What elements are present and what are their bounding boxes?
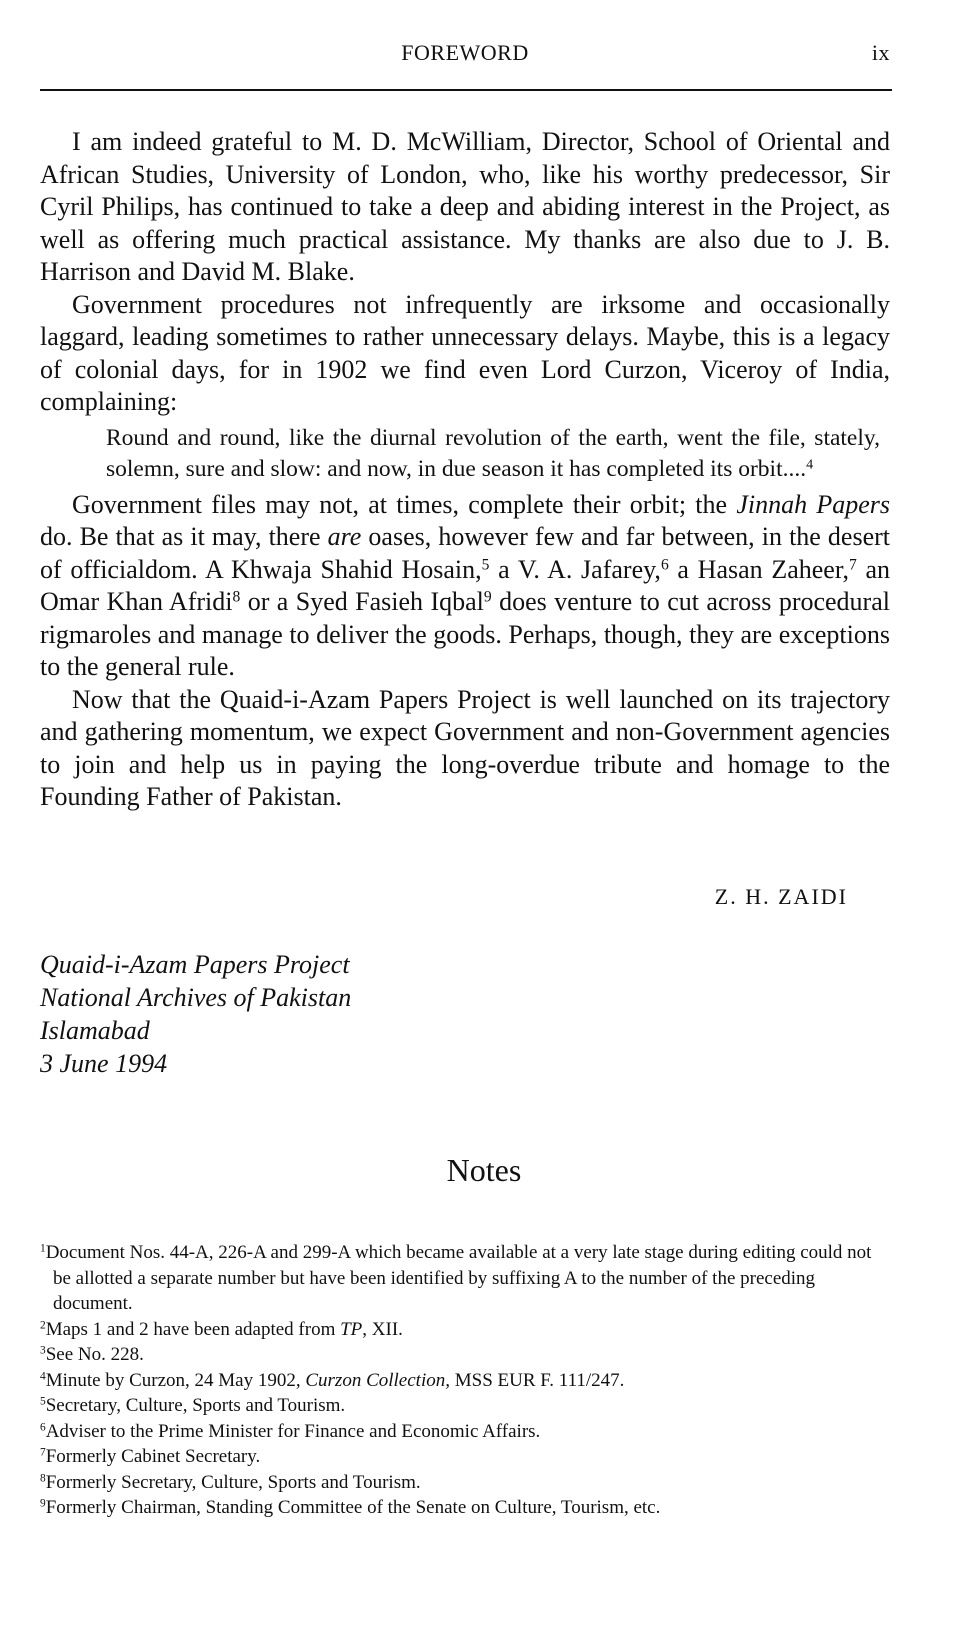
note-italic: Curzon Collection,	[305, 1369, 450, 1391]
note-item	[40, 1419, 890, 1445]
italic-title: Jinnah Papers	[736, 489, 890, 519]
text-run: does venture to cut across procedural rigmaroles and manage to deliver the goods. Perhaps, though, they are exceptions to the general rule.	[40, 587, 890, 681]
note-number: 6	[40, 1421, 46, 1434]
notes-list	[40, 1240, 890, 1521]
note-number: 7	[40, 1446, 46, 1459]
note-text: Maps 1 and 2 have been adapted from	[45, 1318, 341, 1340]
note-item	[40, 1342, 890, 1368]
foreword-body	[40, 126, 890, 814]
paragraph-2: Government procedures not infrequently are irksome and occasionally laggard, leading sometimes to rather unnecessary delays. Maybe, this is a legacy of colonial days, for in 1902 we find even Lord Curzon, Viceroy of India, complaining:	[40, 289, 890, 416]
note-text: Formerly Cabinet Secretary.	[45, 1446, 261, 1467]
running-title: FOREWORD	[401, 40, 529, 65]
note-item	[40, 1368, 890, 1394]
paragraph-4: Now that the Quaid-i-Azam Papers Project is well launched on its trajectory and gathering momentum, we expect Government and non-Government agencies to join and help us in paying the long-overdue tribute and homage to the Founding Father of Pakistan.	[40, 684, 890, 811]
paragraph-3	[40, 489, 890, 684]
signature: Z. H. ZAIDI	[714, 884, 848, 909]
note-text: Formerly Secretary, Culture, Sports and Tourism.	[45, 1471, 421, 1493]
text-run: a V. A. Jafarey,	[489, 554, 661, 584]
note-text: Minute by Curzon, 24 May 1902,	[45, 1369, 306, 1391]
note-italic: TP	[340, 1318, 363, 1340]
text-run: Government files may not, at times, complete their orbit; the	[72, 489, 737, 519]
note-number: 2	[40, 1319, 46, 1332]
note-item	[40, 1495, 890, 1521]
note-number: 9	[40, 1497, 46, 1510]
note-number: 1	[40, 1242, 46, 1255]
footnote-ref-4: 4	[806, 455, 814, 472]
footnote-ref-5: 5	[481, 555, 490, 573]
address-date: 3 June 1994	[40, 1049, 168, 1078]
note-text: See No. 228.	[45, 1344, 144, 1365]
text-run: a Hasan Zaheer,	[668, 554, 849, 584]
footnote-ref-6: 6	[660, 555, 669, 573]
quote-text: Round and round, like the diurnal revolution of the earth, went the file, stately, solemn, sure and slow: and now, in due season it has completed its orbit....	[106, 424, 880, 482]
note-number: 5	[40, 1395, 46, 1408]
text-run: do. Be that as it may, there	[40, 522, 328, 551]
footnote-ref-7: 7	[848, 555, 857, 573]
note-item	[40, 1444, 890, 1470]
address-line: Quaid-i-Azam Papers Project	[40, 950, 350, 979]
notes-heading: Notes	[446, 1152, 522, 1188]
text-run: oases, however few and far between, in the desert of officialdom. A Khwaja Shahid Hosain,	[40, 522, 890, 584]
note-item	[40, 1393, 890, 1419]
footnote-ref-9: 9	[483, 588, 492, 606]
note-text: , XII.	[362, 1318, 403, 1340]
note-number: 8	[40, 1472, 46, 1485]
address-block	[40, 948, 351, 1080]
note-text: Formerly Chairman, Standing Committee of the Senate on Culture, Tourism, etc.	[45, 1497, 661, 1518]
note-text: Secretary, Culture, Sports and Tourism.	[45, 1395, 346, 1416]
note-item	[40, 1240, 890, 1317]
header-rule	[40, 89, 892, 91]
address-line: Islamabad	[40, 1016, 150, 1045]
note-number: 3	[40, 1344, 46, 1357]
note-item	[40, 1470, 890, 1496]
footnote-ref-8: 8	[232, 588, 241, 606]
note-number: 4	[40, 1370, 46, 1383]
note-item	[40, 1317, 890, 1343]
address-line: National Archives of Pakistan	[40, 983, 352, 1012]
italic-emphasis: are	[327, 522, 362, 551]
paragraph-1: I am indeed grateful to M. D. McWilliam, Director, School of Oriental and African Studies, University of London, who, like his worthy predecessor, Sir Cyril Philips, has continued to take a deep and abiding interest in the Project, as well as offering much practical assistance. My thanks are also due to J. B. Harrison and David M. Blake.	[40, 127, 890, 286]
text-run: an Omar Khan Afridi	[40, 554, 891, 616]
page-number: ix	[871, 40, 890, 65]
page-header	[40, 40, 890, 70]
curzon-quote	[106, 423, 880, 485]
note-text: Document Nos. 44-A, 226-A and 299-A which became available at a very late stage during editing could not be allotted a separate number but have been identified by suffixing A to the number of the preceding document.	[45, 1242, 872, 1314]
note-text: Adviser to the Prime Minister for Finance and Economic Affairs.	[45, 1420, 541, 1442]
text-run: or a Syed Fasieh Iqbal	[240, 587, 484, 616]
note-text: MSS EUR F. 111/247.	[449, 1369, 625, 1391]
